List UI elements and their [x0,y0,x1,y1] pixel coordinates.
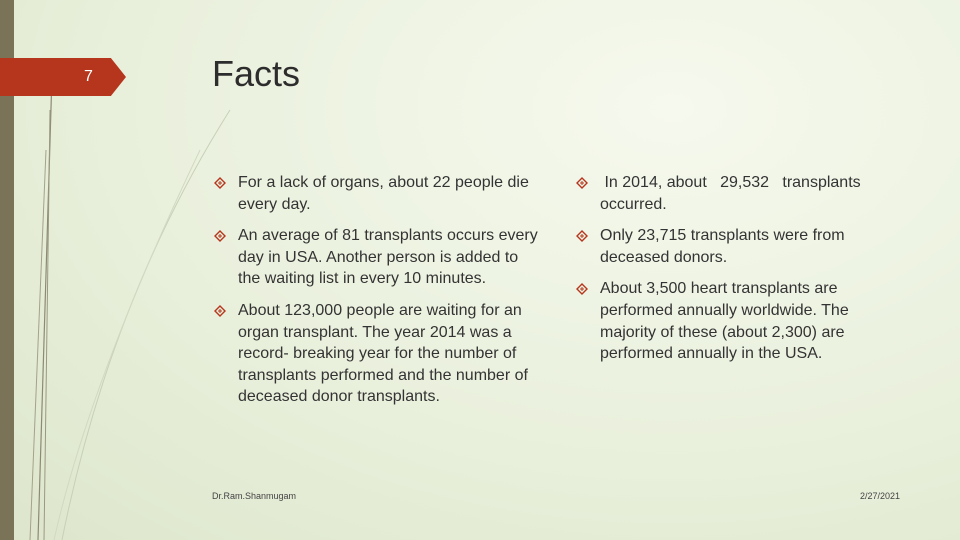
diamond-bullet-icon [576,172,600,194]
diamond-bullet-icon [214,300,238,322]
diamond-bullet-icon [214,172,238,194]
list-item-text: For a lack of organs, about 22 people die every day. [238,174,529,213]
list-item [576,172,906,215]
list-item-text: About 3,500 heart transplants are performed annually worldwide. The majority of these (about 2,300) are performed annually in the USA. [600,280,849,363]
list-item [214,300,544,408]
list-item [214,225,544,290]
footer-date: 2/27/2021 [859,491,900,501]
list-item-text: In 2014, about 29,532 transplants occurred. [600,174,866,213]
left-column [214,172,544,418]
diamond-bullet-icon [214,225,238,247]
right-column [576,172,906,375]
list-item [576,225,906,268]
list-item-text: About 123,000 people are waiting for an organ transplant. The year 2014 was a record- breaking year for the number of transplants performed and the number of deceased donor transplants. [238,301,528,406]
list-item-text: An average of 81 transplants occurs every day in USA. Another person is added to the waiting list in every 10 minutes. [238,227,538,288]
slide-title: Facts [212,53,301,94]
diamond-bullet-icon [576,278,600,300]
list-item-text: Only 23,715 transplants were from deceased donors. [600,227,845,266]
diamond-bullet-icon [576,225,600,247]
footer-author: Dr.Ram.Shanmugam [212,491,297,501]
slide-number: 7 [84,68,93,85]
list-item [214,172,544,215]
list-item [576,278,906,364]
